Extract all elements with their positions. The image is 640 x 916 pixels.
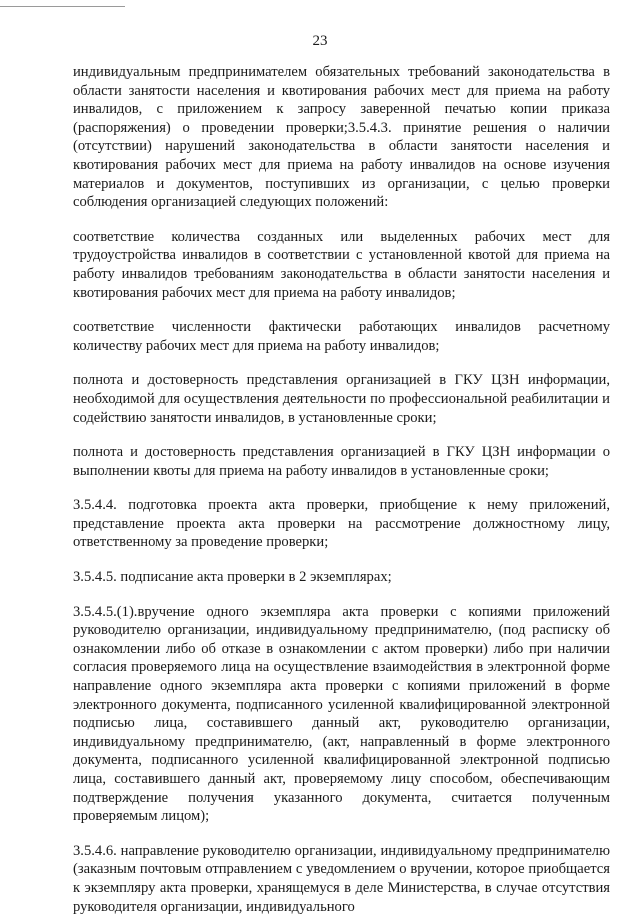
paragraph-information-rehabilitation: полнота и достоверность представления организацией в ГКУ ЦЗН информации, необходимой для осуществления деятельности по профессиональной реабилитации и содействию занятости инвалидов, в установленные сроки;: [73, 372, 610, 426]
paragraph-inspection-request: индивидуальным предпринимателем обязательных требований законодательства в области занятости населения и квотирования рабочих мест для приема на работу инвалидов, с приложением к запросу заверенной печатью копии приказа (распоряжения) о проведении проверки;3.5.4.3. принятие решения о наличии (отсутствии) нарушений законодательства в области занятости населения и квотирования рабочих мест для приема на работу инвалидов на основе изучения материалов и документов, поступивших из организации, с целью проверки соблюдения организацией следующих положений:: [73, 64, 610, 211]
paragraph-information-quota: полнота и достоверность представления организацией в ГКУ ЦЗН информации о выполнении квоты для приема на работу инвалидов в установленные сроки;: [73, 444, 610, 479]
paragraph-3-5-4-5-1: 3.5.4.5.(1).вручение одного экземпляра акта проверки с копиями приложений руководителю организации, индивидуальному предпринимателю, (под расписку об ознакомлении либо об отказе в ознакомлении с актом проверки) либо при наличии согласия проверяемого лица на осуществление взаимодействия в электронной форме направление одного экземпляра акта проверки с копиями приложений в форме электронного документа, подписанного усиленной квалифицированной электронной подписью лица, составившего данный акт, руководителю организации, индивидуальному предпринимателю, (акт, направленный в форме электронного документа, подписанного усиленной квалифицированной электронной подписью лица, составившего данный акт, проверяемому лицу способом, обеспечивающим подтверждение получения указанного документа, считается полученным проверяемым лицом);: [73, 603, 610, 825]
paragraph-disabled-employees-count: соответствие численности фактически работающих инвалидов расчетному количеству рабочих мест для приема на работу инвалидов;: [73, 319, 610, 354]
page-number: 23: [312, 33, 328, 49]
top-left-rule: [0, 6, 125, 7]
paragraph-quota-compliance: соответствие количества созданных или выделенных рабочих мест для трудоустройства инвалидов в соответствии с установленной квотой для приема на работу инвалидов требованиям законодательства в области занятости населения и квотирования рабочих мест для приема на работу инвалидов;: [73, 228, 610, 301]
paragraph-3-5-4-6: 3.5.4.6. направление руководителю организации, индивидуальному предпринимателю (заказным почтовым отправлением с уведомлением о вручении, которое приобщается к экземпляру акта проверки, хранящемуся в деле Министерства, в случае отсутствия руководителя организации, индивидуального: [73, 842, 610, 915]
paragraph-3-5-4-4: 3.5.4.4. подготовка проекта акта проверки, приобщение к нему приложений, представление проекта акта проверки на рассмотрение должностному лицу, ответственному за проведение проверки;: [73, 497, 610, 551]
paragraph-3-5-4-5: 3.5.4.5. подписание акта проверки в 2 экземплярах;: [73, 569, 392, 586]
document-body: [73, 63, 610, 916]
